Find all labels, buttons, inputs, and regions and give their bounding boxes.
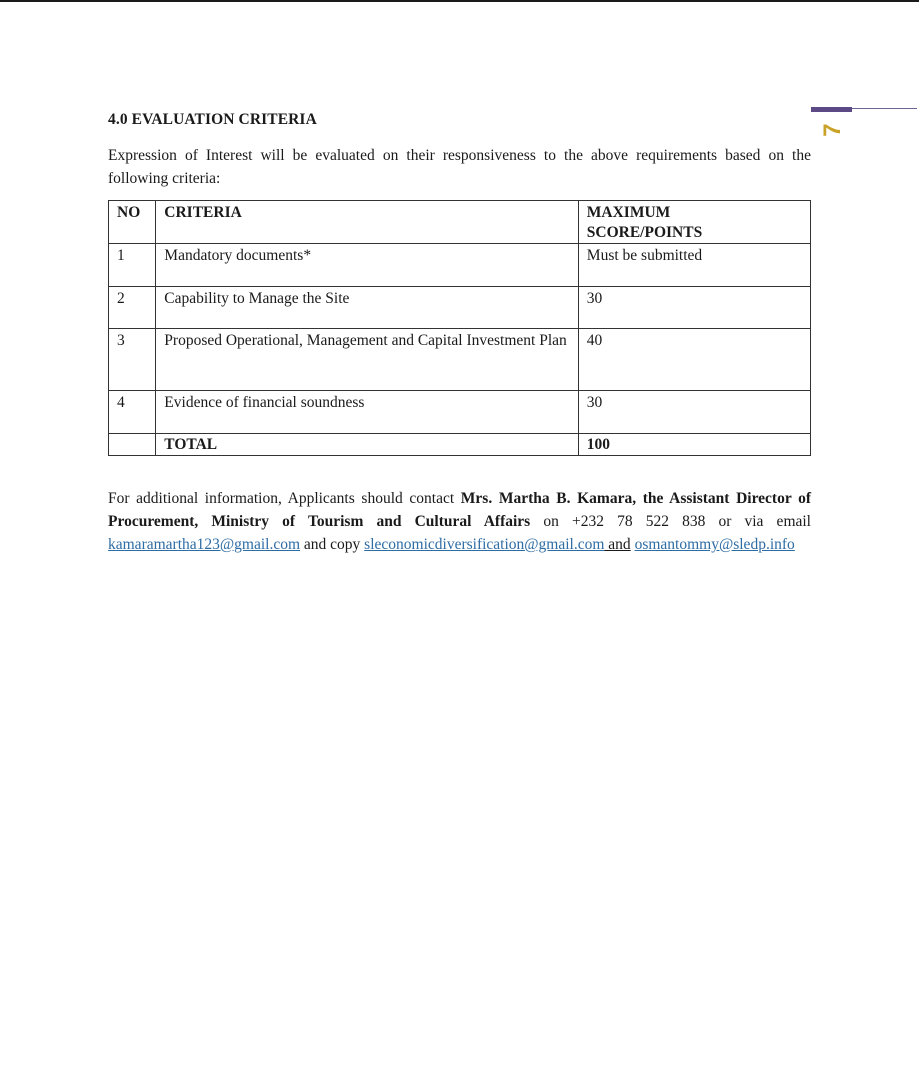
contact-paragraph: [108, 487, 811, 556]
page-number: 7: [819, 123, 846, 137]
header-max-score-line1: MAXIMUM: [586, 204, 671, 221]
contact-and-text: and: [604, 536, 631, 553]
table-row: [109, 287, 811, 329]
header-max-score: [578, 201, 810, 244]
email-link-osmantommy[interactable]: osmantommy@sledp.info: [634, 536, 795, 553]
row-no: 1: [109, 244, 156, 287]
table-row: [109, 244, 811, 287]
table-total-row: [109, 434, 811, 456]
row-criteria: Mandatory documents*: [156, 244, 578, 287]
row-no: 4: [109, 391, 156, 434]
total-label: TOTAL: [156, 434, 578, 456]
row-criteria: Capability to Manage the Site: [156, 287, 578, 329]
contact-copy-text: and copy: [300, 536, 365, 553]
contact-text-intro: For additional information, Applicants should contact: [108, 490, 461, 507]
row-no: 3: [109, 329, 156, 391]
row-no: 2: [109, 287, 156, 329]
row-criteria: Evidence of financial soundness: [156, 391, 578, 434]
header-criteria: CRITERIA: [156, 201, 578, 244]
table-header-row: [109, 201, 811, 244]
total-score: 100: [578, 434, 810, 456]
table-row: [109, 391, 811, 434]
row-score: 30: [578, 391, 810, 434]
contact-person: Mrs. Martha B. Kamara, the Assistant Director of Procurement, Ministry of Tourism and Cultural Affairs: [108, 490, 811, 530]
header-no: NO: [109, 201, 156, 244]
row-score: 30: [578, 287, 810, 329]
email-link-sleconomicdiversification[interactable]: sleconomicdiversification@gmail.com: [364, 536, 605, 553]
header-max-score-line2: SCORE/POINTS: [586, 224, 703, 241]
intro-paragraph: Expression of Interest will be evaluated on their responsiveness to the above requirements based on the following criteria:: [108, 147, 811, 187]
section-heading: 4.0 EVALUATION CRITERIA: [108, 111, 317, 128]
total-no: [109, 434, 156, 456]
evaluation-criteria-table: [108, 200, 811, 456]
page-marker-bar: [811, 107, 852, 112]
email-link-kamaramartha[interactable]: kamaramartha123@gmail.com: [108, 536, 301, 553]
contact-phone-text: on +232 78 522 838 or via email: [530, 513, 811, 530]
row-score: Must be submitted: [578, 244, 810, 287]
row-criteria: Proposed Operational, Management and Capital Investment Plan: [156, 329, 578, 391]
page-marker-line: [852, 108, 917, 109]
row-score: 40: [578, 329, 810, 391]
top-border-rule: [0, 0, 919, 2]
table-row: [109, 329, 811, 391]
